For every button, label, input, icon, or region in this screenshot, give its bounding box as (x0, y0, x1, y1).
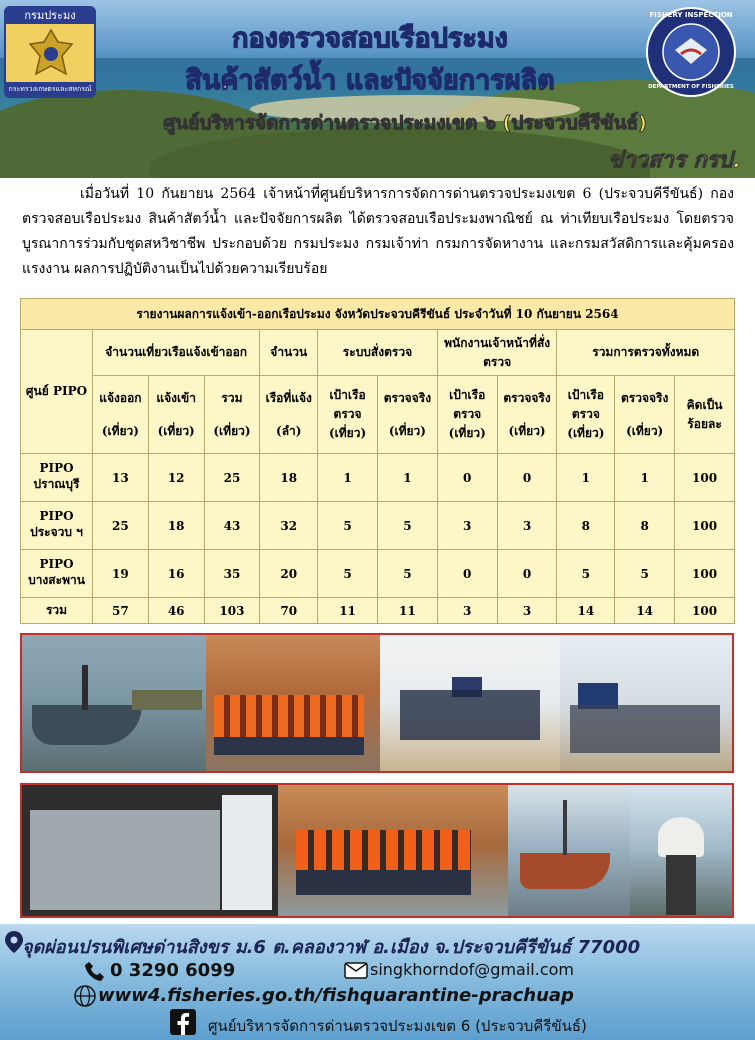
cell-in: 16 (148, 550, 204, 598)
cell-officer-target: 0 (437, 550, 497, 598)
report-table (20, 298, 735, 624)
cell-boats: 32 (260, 502, 318, 550)
total-sum: 103 (204, 598, 260, 624)
cell-out: 13 (93, 454, 149, 502)
table-total-row (21, 598, 735, 624)
total-out: 57 (93, 598, 149, 624)
footer-facebook-page[interactable]: ศูนย์บริหารจัดการด่านตรวจประมงเขต 6 (ประจวบคีรีขันธ์) (208, 1017, 587, 1035)
photo-boat-pier (22, 635, 206, 771)
news-label: ข่าวสาร กรป. (608, 147, 740, 173)
footer-email[interactable]: singkhorndof@gmail.com (370, 960, 574, 979)
total-boats: 70 (260, 598, 318, 624)
cell-percent: 100 (675, 550, 735, 598)
cell-sum: 25 (204, 454, 260, 502)
cell-total-target: 1 (557, 454, 615, 502)
cell-out: 19 (93, 550, 149, 598)
cell-boats: 18 (260, 454, 318, 502)
cell-total-actual: 8 (615, 502, 675, 550)
cell-total-target: 5 (557, 550, 615, 598)
total-total-actual: 14 (615, 598, 675, 624)
cell-system-target: 5 (318, 502, 378, 550)
email-icon (344, 958, 368, 982)
total-system-target: 11 (318, 598, 378, 624)
row-center-name: PIPO ประจวบ ฯ (21, 502, 93, 550)
header-banner (0, 0, 755, 178)
total-system-actual: 11 (377, 598, 437, 624)
group-system-header: ระบบสั่งตรวจ (318, 330, 438, 376)
cell-system-target: 5 (318, 550, 378, 598)
col-center-header: ศูนย์ PIPO (21, 330, 93, 454)
row-center-name: PIPO บางสะพาน (21, 550, 93, 598)
sub-header-system-actual: ตรวจจริง (เที่ยว) (377, 376, 437, 454)
cell-officer-actual: 0 (497, 454, 557, 502)
photo-row-1 (20, 633, 734, 773)
cell-sum: 35 (204, 550, 260, 598)
location-pin-icon (4, 930, 24, 954)
sub-header-officer-target: เป้าเรือ ตรวจ (เที่ยว) (437, 376, 497, 454)
logo-left-bottom-text: กระทรวงเกษตรและสหกรณ์ (6, 82, 94, 96)
photo-meeting-room-1 (380, 635, 560, 771)
total-percent: 100 (675, 598, 735, 624)
fishery-inspection-badge (645, 6, 737, 98)
cell-system-actual: 5 (377, 502, 437, 550)
news-paragraph: เมื่อวันที่ 10 กันยายน 2564 เจ้าหน้าที่ศูนย์บริหารการจัดการด่านตรวจประมงเขต 6 (ประจวบคีรีขันธ์) กองตรวจสอบเรือประมง สินค้าสัตว์น้ำ และปัจจัยการผลิต ได้ตรวจสอบเรือประมงพาณิชย์ ณ ท่าเทียบเรือประมง โดยตรวจบูรณาการร่วมกับชุดสหวิชาชีพ ประกอบด้วย กรมประมง กรมเจ้าท่า กรมการจัดหางาน และกรมสวัสดิการและคุ้มครองแรงงาน ผลการปฏิบัติงานเป็นไปด้วยความเรียบร้อย (22, 186, 734, 277)
sub-header-out: แจ้งออก (เที่ยว) (93, 376, 149, 454)
garuda-emblem-icon (26, 28, 76, 84)
sub-header-total-actual: ตรวจจริง (เที่ยว) (615, 376, 675, 454)
cell-system-target: 1 (318, 454, 378, 502)
logo-left-top-text: กรมประมง (6, 8, 94, 24)
sub-header-total-target: เป้าเรือ ตรวจ (เที่ยว) (557, 376, 615, 454)
total-label: รวม (21, 598, 93, 624)
cell-percent: 100 (675, 502, 735, 550)
cell-officer-target: 3 (437, 502, 497, 550)
group-count-header: จำนวน (260, 330, 318, 376)
photo-crew-lineup (278, 785, 508, 916)
table-row (21, 550, 735, 598)
photo-video-conference (22, 785, 278, 916)
cell-officer-actual: 3 (497, 502, 557, 550)
footer-phone[interactable]: 0 3290 6099 (110, 960, 236, 981)
footer-address: จุดผ่อนปรนพิเศษด่านสิงขร ม.6 ต.คลองวาฬ อ.เมือง จ.ประจวบคีรีขันธ์ 77000 (22, 937, 641, 958)
title-line-2: สินค้าสัตว์น้ำ และปัจจัยการผลิต (185, 65, 555, 96)
cell-in: 18 (148, 502, 204, 550)
cell-boats: 20 (260, 550, 318, 598)
group-officer-header: พนักงานเจ้าหน้าที่สั่งตรวจ (437, 330, 557, 376)
sub-header-officer-actual: ตรวจจริง (เที่ยว) (497, 376, 557, 454)
cell-sum: 43 (204, 502, 260, 550)
sub-header-system-target: เป้าเรือ ตรวจ (เที่ยว) (318, 376, 378, 454)
footer-website[interactable]: www4.fisheries.go.th/fishquarantine-prachuap (98, 985, 574, 1006)
logo-right-top-text: FISHERY INSPECTION (649, 11, 733, 19)
photo-team-group (206, 635, 380, 771)
table-row (21, 502, 735, 550)
total-officer-target: 3 (437, 598, 497, 624)
title-line-3: ศูนย์บริหารจัดการด่านตรวจประมงเขต ๖ (ประจวบคีรีขันธ์) (163, 112, 647, 134)
cell-system-actual: 1 (377, 454, 437, 502)
table-row (21, 454, 735, 502)
department-of-fisheries-logo (4, 6, 96, 98)
total-in: 46 (148, 598, 204, 624)
table-caption: รายงานผลการแจ้งเข้า-ออกเรือประมง จังหวัดประจวบคีรีขันธ์ ประจำวันที่ 10 กันยายน 2564 (21, 299, 735, 330)
cell-officer-actual: 0 (497, 550, 557, 598)
cell-total-actual: 1 (615, 454, 675, 502)
title-line-1: กองตรวจสอบเรือประมง (232, 23, 508, 54)
cell-in: 12 (148, 454, 204, 502)
photo-fishing-boat (508, 785, 630, 916)
total-total-target: 14 (557, 598, 615, 624)
globe-icon (74, 985, 96, 1007)
group-total-header: รวมการตรวจทั้งหมด (557, 330, 735, 376)
cell-total-actual: 5 (615, 550, 675, 598)
cell-out: 25 (93, 502, 149, 550)
photo-gps-device (630, 785, 732, 916)
facebook-icon[interactable] (170, 1009, 196, 1035)
sub-header-boats: เรือที่แจ้ง (ลำ) (260, 376, 318, 454)
cell-system-actual: 5 (377, 550, 437, 598)
contact-footer (0, 924, 755, 1040)
cell-total-target: 8 (557, 502, 615, 550)
phone-icon (84, 960, 106, 982)
sub-header-percent: คิดเป็น ร้อยละ (675, 376, 735, 454)
sub-header-in: แจ้งเข้า (เที่ยว) (148, 376, 204, 454)
cell-percent: 100 (675, 454, 735, 502)
cell-officer-target: 0 (437, 454, 497, 502)
photo-meeting-room-2 (560, 635, 732, 771)
sub-header-sum: รวม (เที่ยว) (204, 376, 260, 454)
logo-right-bottom-text: DEPARTMENT OF FISHERIES (648, 84, 734, 90)
group-trips-header: จำนวนเที่ยวเรือแจ้งเข้าออก (93, 330, 260, 376)
photo-row-2 (20, 783, 734, 918)
row-center-name: PIPO ปราณบุรี (21, 454, 93, 502)
total-officer-actual: 3 (497, 598, 557, 624)
